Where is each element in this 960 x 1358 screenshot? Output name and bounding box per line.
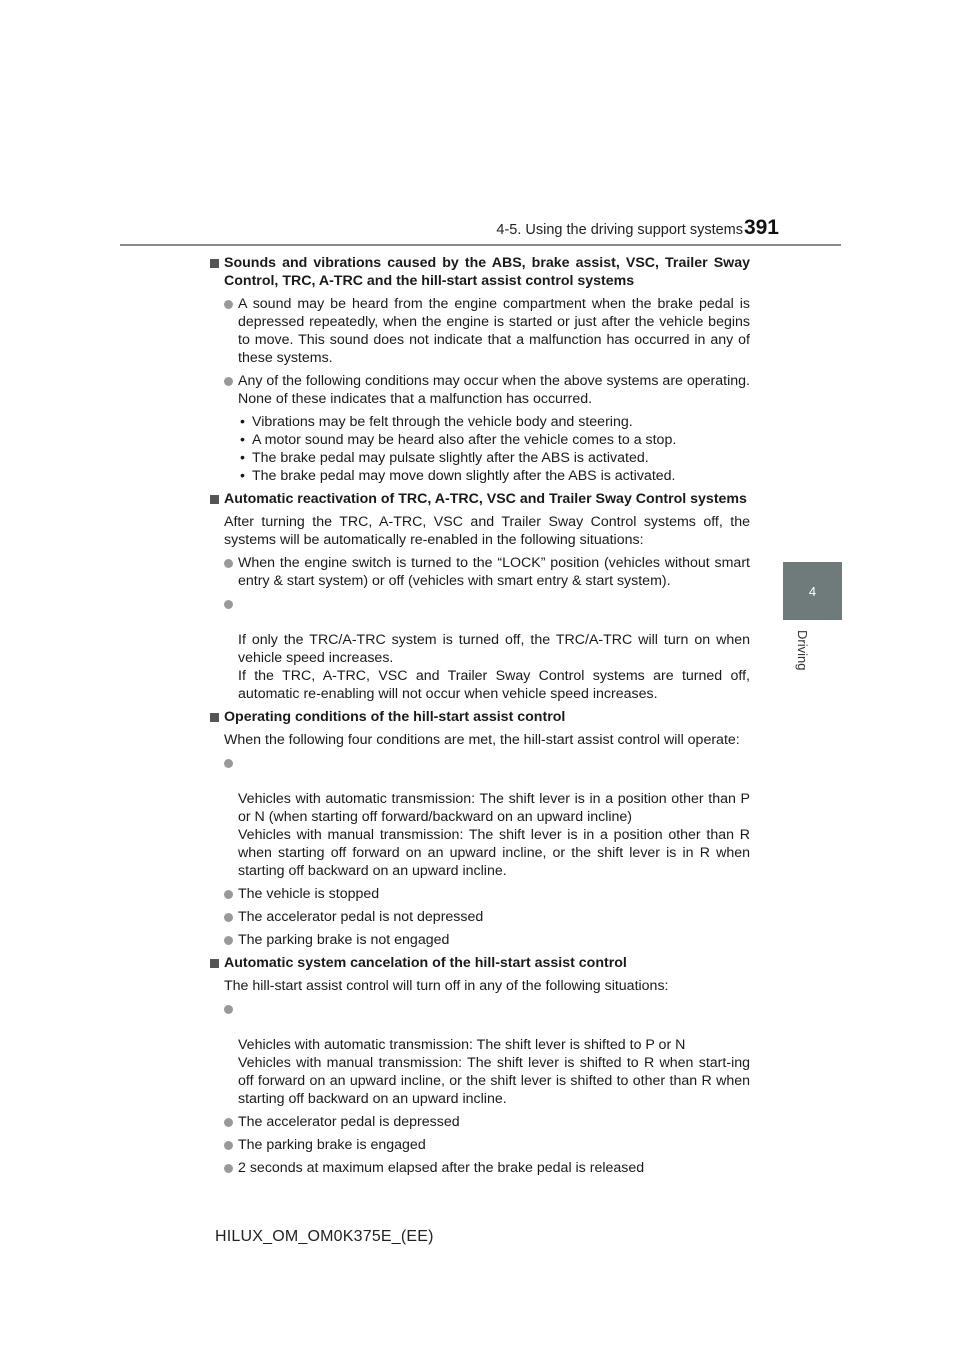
square-bullet-icon — [210, 713, 219, 722]
chapter-label: Driving — [795, 630, 810, 671]
circle-bullet-icon — [224, 1118, 233, 1127]
square-bullet-icon — [210, 959, 219, 968]
square-bullet-icon — [210, 495, 219, 504]
section-heading: Automatic reactivation of TRC, A-TRC, VSC and Trailer Sway Control systems — [210, 490, 750, 508]
dot-bullet-icon: • — [240, 414, 245, 430]
sub-list-item: • A motor sound may be heard also after the vehicle comes to a stop. — [240, 432, 677, 448]
section-intro: The hill-start assist control will turn off in any of the following situations: — [224, 978, 669, 994]
circle-bullet-icon — [224, 759, 233, 768]
section-title: 4-5. Using the driving support systems — [496, 222, 743, 238]
circle-bullet-icon — [224, 890, 233, 899]
sub-list-item: • Vibrations may be felt through the vehicle body and steering. — [240, 414, 633, 430]
circle-bullet-icon — [224, 936, 233, 945]
dot-bullet-icon: • — [240, 432, 245, 448]
circle-bullet-icon — [224, 377, 233, 386]
sub-list — [210, 413, 750, 485]
section-intro: After turning the TRC, A-TRC, VSC and Trailer Sway Control systems off, the systems will be automatically re-enabled in the following situations: — [224, 514, 750, 548]
list-item: When the engine switch is turned to the “LOCK” position (vehicles without smart entry & start system) or off (vehicles with smart entry & start system). — [210, 554, 750, 590]
list-item: The accelerator pedal is not depressed — [210, 908, 750, 926]
list-item: Vehicles with automatic transmission: The shift lever is shifted to P or N Vehicles with manual transmission: The shift lever is shifted to R when start-ing off forward on an upward incline, or the shift lever is shifted to other than R when starting off backward on an upward incline. — [210, 1000, 750, 1108]
circle-bullet-icon — [224, 600, 233, 609]
list-item: A sound may be heard from the engine compartment when the brake pedal is depressed repeatedly, when the engine is started or just after the vehicle begins to move. This sound does not indicate that a malfunction has occurred in any of these systems. — [210, 295, 750, 367]
sub-list-item: • The brake pedal may move down slightly after the ABS is activated. — [240, 468, 676, 484]
page-header — [120, 214, 841, 244]
circle-bullet-icon — [224, 1141, 233, 1150]
dot-bullet-icon: • — [240, 468, 245, 484]
circle-bullet-icon — [224, 1164, 233, 1173]
list-item: The vehicle is stopped — [210, 885, 750, 903]
list-item: The parking brake is not engaged — [210, 931, 750, 949]
document-code: HILUX_OM_OM0K375E_(EE) — [215, 1228, 434, 1245]
list-item: Vehicles with automatic transmission: The shift lever is in a position other than P or N (when starting off forward/backward on an upward incline) Vehicles with manual transmission: The shift lever is in a position other than R when starting off forward on an upward incline, or the shift lever is in R when starting off backward on an upward incline. — [210, 754, 750, 880]
list-item: Any of the following conditions may occur when the above systems are operating. None of these indicates that a malfunction has occurred. — [210, 372, 750, 408]
page-number: 391 — [743, 216, 779, 239]
circle-bullet-icon — [224, 559, 233, 568]
section-heading: Operating conditions of the hill-start assist control — [210, 708, 750, 726]
list-item: If only the TRC/A-TRC system is turned off, the TRC/A-TRC will turn on when vehicle speed increases. If the TRC, A-TRC, VSC and Trailer Sway Control systems are turned off, automatic re-enabling will not occur when vehicle speed increases. — [210, 595, 750, 703]
section-heading: Sounds and vibrations caused by the ABS, brake assist, VSC, Trailer Sway Control, TRC, A-TRC and the hill-start assist control systems — [210, 254, 750, 290]
dot-bullet-icon: • — [240, 450, 245, 466]
circle-bullet-icon — [224, 1005, 233, 1014]
circle-bullet-icon — [224, 300, 233, 309]
chapter-tab — [783, 562, 842, 620]
header-rule — [120, 244, 841, 246]
section-heading: Automatic system cancelation of the hill-start assist control — [210, 954, 750, 972]
list-item: 2 seconds at maximum elapsed after the brake pedal is released — [210, 1159, 750, 1177]
square-bullet-icon — [210, 259, 219, 268]
list-item: The accelerator pedal is depressed — [210, 1113, 750, 1131]
sub-list-item: • The brake pedal may pulsate slightly after the ABS is activated. — [240, 450, 649, 466]
list-item: The parking brake is engaged — [210, 1136, 750, 1154]
section-intro: When the following four conditions are met, the hill-start assist control will operate: — [224, 732, 740, 748]
page-content — [210, 254, 750, 1182]
circle-bullet-icon — [224, 913, 233, 922]
chapter-number: 4 — [808, 583, 817, 599]
